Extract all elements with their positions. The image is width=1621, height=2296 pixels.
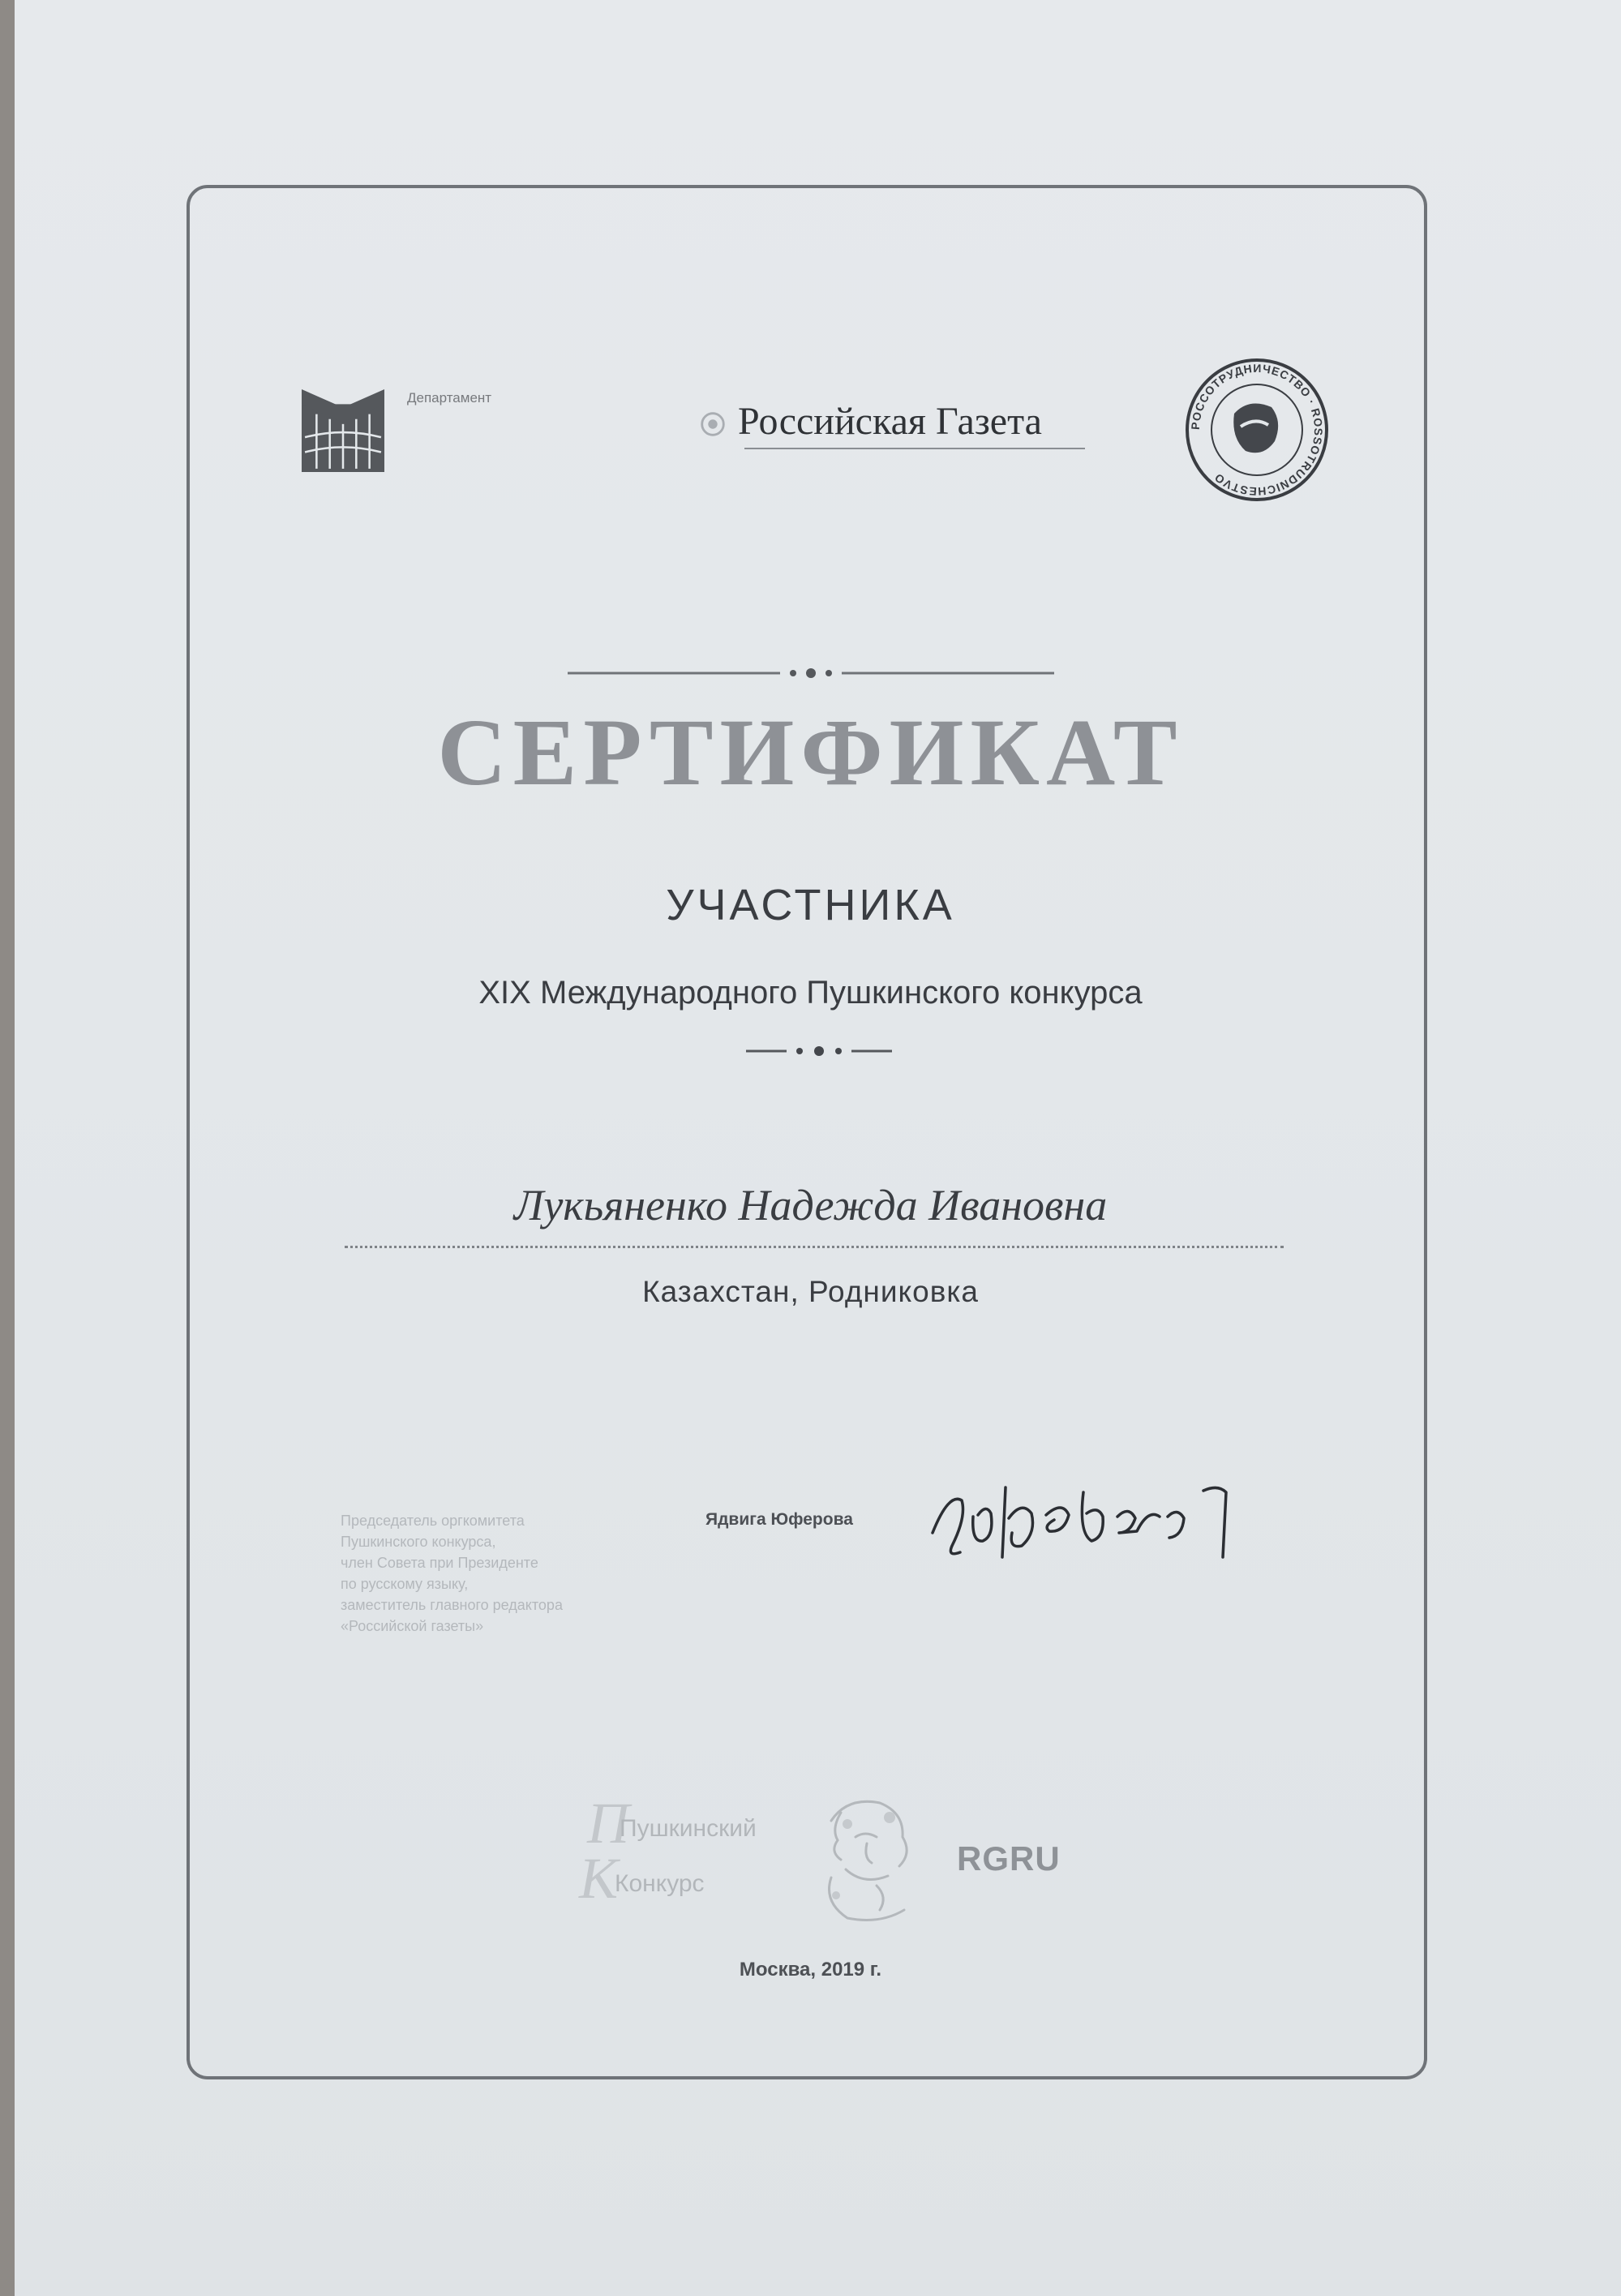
chair-line: заместитель главного редактора: [341, 1597, 563, 1613]
handwritten-signature: [924, 1468, 1249, 1573]
chair-line: Пушкинского конкурса,: [341, 1534, 496, 1550]
certificate-subtitle: УЧАСТНИКА: [666, 881, 955, 929]
middle-ornament-divider: [746, 1043, 892, 1059]
chair-title: [341, 1510, 697, 1637]
recipient-name: Лукьяненко Надежда Ивановна: [513, 1181, 1108, 1230]
svg-text:К: К: [579, 1846, 618, 1911]
pushkin-portrait-icon: [799, 1788, 928, 1926]
chair-line: по русскому языку,: [341, 1576, 469, 1592]
seal-text: РОССОТРУДНИЧЕСТВО · ROSSOTRUDNICHESTVO: [1188, 361, 1326, 499]
chair-line: «Российской газеты»: [341, 1618, 484, 1634]
chair-line: член Совета при Президенте: [341, 1555, 538, 1571]
certificate-title: СЕРТИФИКАТ: [437, 699, 1184, 805]
rossotrudnichestvo-seal-icon: [1184, 357, 1330, 503]
pushkin-contest-logo: [568, 1792, 803, 1914]
top-ornament-divider: [568, 665, 1054, 681]
contest-logo-line2: Конкурс: [615, 1870, 705, 1897]
department-line: Департамент: [407, 390, 492, 406]
rossiyskaya-gazeta-logo: [697, 399, 1095, 456]
signer-name: Ядвига Юферова: [705, 1510, 853, 1529]
name-dotted-line: [345, 1246, 1284, 1248]
city-and-year: Москва, 2019 г.: [739, 1959, 882, 1981]
contest-name: XIX Международного Пушкинского конкурса: [478, 975, 1143, 1011]
rgru-logo: RGRU: [957, 1839, 1061, 1878]
department-name: [407, 389, 626, 407]
gazeta-emblem-icon: [697, 409, 728, 440]
contest-logo-line1: Пушкинский: [620, 1815, 757, 1842]
recipient-location: Казахстан, Родниковка: [642, 1275, 979, 1308]
newspaper-name: Российская Газета: [738, 400, 1042, 443]
department-logo-icon: [302, 389, 384, 472]
chair-line: Председатель оргкомитета: [341, 1513, 525, 1529]
newspaper-underline: [744, 448, 1085, 449]
svg-text:П: П: [587, 1792, 629, 1856]
